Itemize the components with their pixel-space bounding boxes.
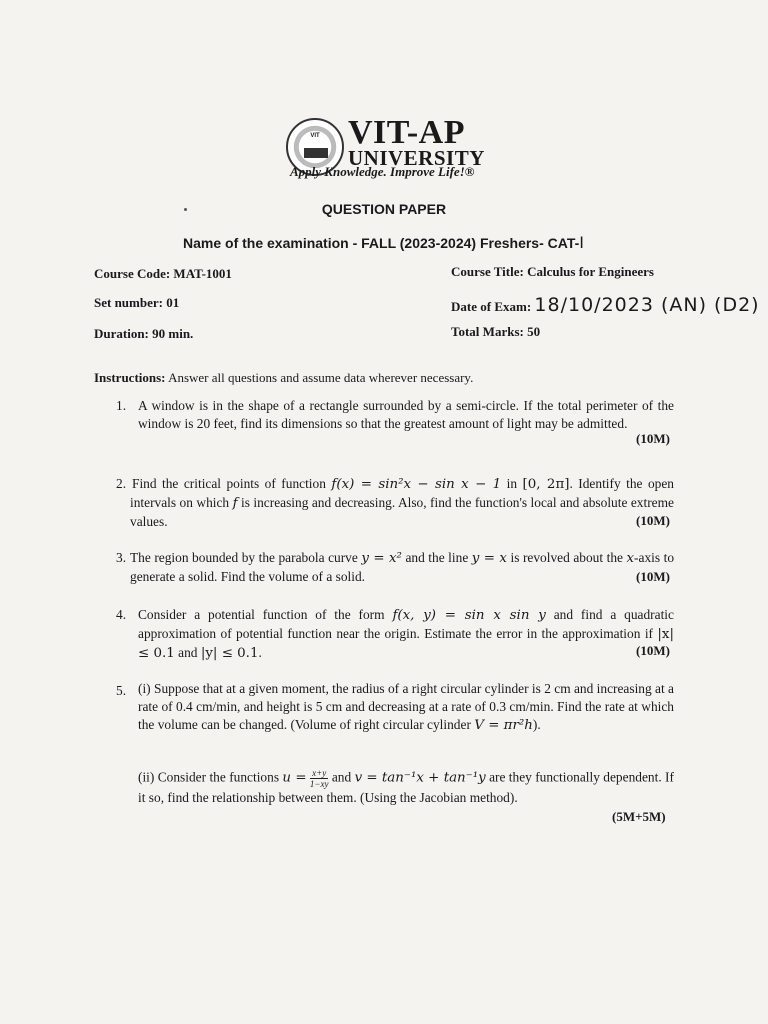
q3-text-b: and the line bbox=[405, 550, 469, 565]
duration: Duration: 90 min. bbox=[94, 326, 194, 341]
question-number: 2. bbox=[116, 476, 127, 491]
exam-name bbox=[0, 233, 768, 252]
q5-part-ii-u: u = bbox=[282, 770, 307, 786]
course-code: Course Code: MAT-1001 bbox=[94, 266, 232, 281]
q5-part-i-end: ). bbox=[532, 717, 541, 732]
q2-math-function: f(x) = sin²x − sin x − 1 bbox=[331, 477, 502, 492]
q2-text-b: in bbox=[506, 476, 518, 491]
instructions-text: Answer all questions and assume data wherever necessary. bbox=[168, 370, 474, 385]
logo-title: VIT-AP bbox=[348, 114, 465, 151]
fraction-numerator: x+y bbox=[310, 768, 329, 779]
exam-name-handwritten: I bbox=[579, 233, 585, 252]
q5-part-ii-text-b: and bbox=[331, 769, 352, 785]
q3-text-c: is revolved about the bbox=[510, 550, 623, 565]
question-marks: (10M) bbox=[636, 513, 670, 528]
question-marks: (10M) bbox=[636, 431, 670, 446]
q5-part-i-math: V = πr²h bbox=[474, 718, 533, 733]
logo-subtitle: UNIVERSITY bbox=[348, 146, 485, 170]
q3-math-x: x bbox=[626, 551, 635, 566]
question-text bbox=[130, 549, 674, 586]
q2-text-a: Find the critical points of function bbox=[132, 476, 326, 491]
set-number: Set number: 01 bbox=[94, 295, 180, 310]
question-text bbox=[130, 475, 674, 531]
q5-part-ii-v: v = tan⁻¹x + tan⁻¹y bbox=[354, 770, 486, 786]
question-marks: (10M) bbox=[636, 569, 670, 584]
question-part-ii bbox=[138, 768, 674, 807]
q4-text-d: . bbox=[258, 645, 262, 660]
question-number: 5. bbox=[116, 683, 127, 698]
question-marks: (10M) bbox=[636, 643, 670, 658]
question-marks: (5M+5M) bbox=[612, 809, 666, 824]
date-label: Date of Exam: bbox=[451, 299, 532, 314]
q3-text-a: The region bounded by the parabola curve bbox=[130, 550, 358, 565]
q4-math-function: f(x, y) = sin x sin y bbox=[392, 608, 546, 623]
question-number: 4. bbox=[116, 607, 127, 622]
q3-math-line: y = x bbox=[471, 551, 507, 566]
q5-part-ii-text-c: are they functionally dependent. If it so, find the relationship between them. (Using the Jacobian method). bbox=[138, 769, 674, 805]
q5-part-i-text: (i) Suppose that at a given moment, the radius of a right circular cylinder is 2 cm and increasing at a rate of 0.4 cm/min, and height is 5 cm and decreasing at a rate of 0.3 cm/min. Find the rate at which the volume can be changed. (Volume of right circular cylinder bbox=[138, 681, 674, 732]
q5-part-ii-text-a: (ii) Consider the functions bbox=[138, 769, 280, 785]
q4-math-x-bound: |x| ≤ 0.1 bbox=[138, 627, 674, 661]
q2-text-d: is increasing and decreasing. Also, find the function's local and absolute extreme values. bbox=[130, 495, 674, 529]
question-text: A window is in the shape of a rectangle surrounded by a semi-circle. If the total perimeter of the window is 20 feet, find its dimensions so that the greatest amount of light may be admitted. bbox=[138, 398, 674, 431]
q2-text-c: . Identify the open intervals on which bbox=[130, 476, 674, 510]
course-title: Course Title: Calculus for Engineers bbox=[451, 264, 654, 279]
question-number: 1. bbox=[116, 398, 127, 413]
q4-text-a: Consider a potential function of the form bbox=[138, 607, 385, 622]
q4-math-y-bound: |y| ≤ 0.1 bbox=[200, 646, 259, 661]
instructions bbox=[94, 370, 473, 386]
question-part-i bbox=[138, 680, 674, 735]
seal-building-icon bbox=[304, 148, 328, 158]
total-marks: Total Marks: 50 bbox=[451, 324, 541, 339]
exam-name-text: Name of the examination - FALL (2023-2024) Freshers- CAT- bbox=[183, 235, 580, 251]
q2-math-interval: [0, 2π] bbox=[522, 477, 570, 492]
q3-math-parabola: y = x² bbox=[361, 551, 402, 566]
logo-tagline: Apply Knowledge. Improve Life!® bbox=[290, 164, 475, 179]
date-of-exam bbox=[451, 294, 760, 316]
paper-title: QUESTION PAPER bbox=[321, 201, 447, 217]
question-text bbox=[138, 606, 674, 663]
q5-fraction bbox=[310, 768, 329, 789]
date-handwritten: 18/10/2023 (AN) (D2) bbox=[534, 294, 760, 316]
q4-text-c: and bbox=[178, 645, 198, 660]
q3-text-d: -axis to generate a solid. Find the volume of a solid. bbox=[130, 550, 675, 584]
fraction-denominator: 1−xy bbox=[309, 779, 329, 789]
q4-text-b: and find a quadratic approximation of potential function near the origin. Estimate the error in the approximation if bbox=[138, 607, 674, 641]
q2-math-f: f bbox=[232, 496, 238, 511]
question-number: 3. bbox=[116, 550, 127, 565]
instructions-label: Instructions: bbox=[94, 370, 166, 385]
seal-label: VIT bbox=[310, 133, 320, 139]
